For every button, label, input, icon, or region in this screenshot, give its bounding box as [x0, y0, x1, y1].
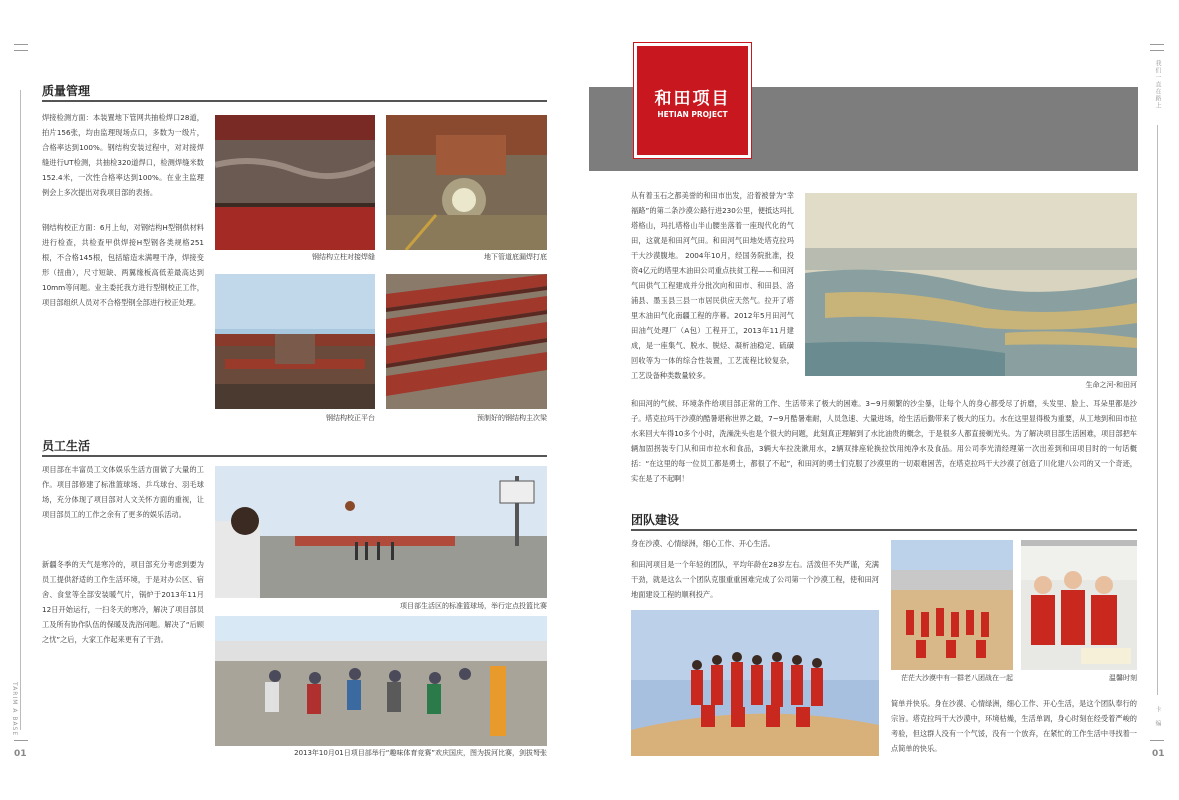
photo-caption: 2013年10月01日项目部举行“趣味体育竞赛”欢庆国庆，图为拔河比赛，剑拔弩张 [294, 749, 547, 757]
section-title-team: 团队建设 [631, 513, 680, 527]
photo-caption: 地下管道底漏焊打底 [484, 253, 547, 261]
photo-underground-pipe-weld [386, 115, 547, 250]
staff-paragraph-1: 项目部在丰富员工文体娱乐生活方面做了大量的工作。项目部修建了标准篮球场、乒乓球台、羽毛球场，充分体现了项目部对人文关怀方面的重视，让项目部员工的工作之余有了更多的娱乐活动。 [42, 465, 204, 519]
photo-tug-of-war [215, 616, 547, 746]
side-rule [20, 90, 21, 730]
quality-paragraph-2: 钢结构校正方面：6月上旬，对钢结构H型钢供材料进行检查，共检查甲供焊接H型钢各类规格251根，不合格145根，包括缩造未满哩干净，焊接变形（扭曲），尺寸短缺、两翼缘板高低差最高达到10mm等问题。业主委托我方进行型钢校正工作，项目部组织人员对不合格型钢全部进行校正处理。 [42, 223, 204, 307]
intro-paragraph: 从有着玉石之都美誉的和田市出发，沿着被誉为“幸福路”的第二条沙漠公路行进230公里，便抵达玛扎塔格山，玛扎塔格山半山腰坐落着一座现代化的气田，这就是和田河气田。和田河气田地处塔克拉玛干大沙漠腹地。 2004年10月，经国务院批准，投资4亿元的塔里木油田公司重点扶贫工程——和田河气田供气工程建成并分批次向和田市、和田县、洛浦县、墨玉县三县一市居民供应天然气。拉开了塔里木油田气化南疆工程的序幕。2012年5月田河气田油气处理厂（A包）工程开工，2013年11月建成，是一座集气、脱水、脱烃、凝析油稳定、硫磺回收等为一体的综合性装置，工艺流程比较复杂，工艺设备种类数量较多。 [631, 191, 794, 380]
quality-paragraph-1: 焊接检测方面：本装置地下管网共抽检焊口28道，拍片156张，均由监理现场点口，多数为一级片，合格率达到100%。钢结构安装过程中，对对接焊缝进行UT检测，共抽检320道焊口，检测焊缝米数152.4米，一次性合格率达到100%。在业主监理例会上多次提出对我项目部的表扬。 [42, 113, 204, 197]
staff-paragraph-2: 新疆冬季的天气是寒冷的，项目部充分考虑到要为员工提供舒适的工作生活环境，于是对办公区、宿舍、食堂等全部安装暖气片，锅炉于2013年11月12日开始运行，一扫冬天的寒冷，解决了项目部员工及所有协作队伍的保暖及洗浴问题。解决了“后顾之忧”之后，大家工作起来更有了干劲。 [42, 560, 204, 644]
photo-steel-correction-platform [215, 274, 375, 409]
page-marker [1150, 740, 1164, 741]
photo-caption: 钢结构校正平台 [326, 414, 375, 422]
page-marker [1150, 44, 1164, 45]
photo-prefab-steel-beams [386, 274, 547, 409]
page-number: 01 [14, 749, 27, 759]
intro-paragraph-2: 和田河的气候、环境条件给项目部正常的工作、生活带来了极大的困难。3~9月频繁的沙尘暴，让每个人的身心都受尽了折磨，头发里、脸上、耳朵里都是沙子。塔克拉玛干沙漠的酷暑堪称世界之最，7~9月酷暑难耐，人员急速、大量进场，给生活后勤带来了极大的压力。水在这里显得极为重要，从工地到和田市拉水来回大车得10多个小时，洗澡洗头也是个很大的问题，此刻真正理解到了水比油贵的概念，于是很多人都直接剃光头。为了解决项目部生活困难，项目部把车辆加固拐装专门从和田市拉水和食品，3辆大车拉洗漱用水，2辆双排座轮换拉饮用纯净水及食品。用公司李光清经理第一次出差到和田项目时的一句话概括：“在这里的每一位员工都是勇士，都很了不起”，和田河的勇士们克服了沙漠里的一切艰难困苦，在塔克拉玛干大沙漠了创造了川化建八公司的又一个奇迹，实在是了不起啊！ [631, 399, 1137, 483]
project-badge [634, 43, 751, 158]
section-rule [42, 455, 547, 457]
side-label-3: 编 [1154, 720, 1161, 727]
side-label: TARIM A BASE [11, 682, 18, 737]
project-title: 和田项目 [654, 89, 731, 109]
side-label-2: 卡 [1154, 706, 1161, 713]
photo-basketball-court [215, 466, 547, 598]
section-rule [631, 529, 1137, 531]
photo-caption: 茫茫大沙漠中有一群老八团战在一起 [901, 674, 1013, 682]
page-marker [1150, 50, 1164, 51]
photo-steel-column-weld [215, 115, 375, 250]
page-marker [14, 740, 28, 741]
side-label: 我们一直在路上 [1154, 60, 1161, 109]
page-marker [14, 50, 28, 51]
photo-caption: 预制好的钢结构主次梁 [477, 414, 547, 422]
photo-hetian-river [805, 193, 1137, 376]
page-marker [14, 44, 28, 45]
photo-caption: 生命之河-和田河 [1085, 381, 1137, 389]
section-title-staff: 员工生活 [42, 439, 91, 453]
photo-caption: 钢结构立柱对接焊缝 [312, 253, 375, 261]
team-paragraph-2: 简单并快乐。身在沙漠、心情绿洲，细心工作、开心生活，是这个团队奉行的宗旨。塔克拉玛干大沙漠中，环境枯燥，生活单调，身心时刻在经受着严峻的考验，但这群人没有一个气馁，没有一个放弃，在紧忙的工作生活中寻找着一点简单的快乐。 [891, 699, 1137, 753]
page-number: 01 [1152, 749, 1165, 759]
team-line: 身在沙漠、心情绿洲，细心工作、开心生活。 [631, 539, 775, 548]
photo-warm-moment [1021, 540, 1137, 670]
photo-team-in-desert [631, 610, 879, 756]
photo-caption: 项目部生活区的标准篮球场，举行定点投篮比赛 [400, 602, 547, 610]
section-title-quality: 质量管理 [42, 84, 91, 98]
section-rule [42, 100, 547, 102]
team-paragraph-1: 和田河项目是一个年轻的团队，平均年龄在28岁左右。活泼但不失严谨，充满干劲，就是这么一个团队克服重重困难完成了公司第一个沙漠工程，使和田河地面建设工程的顺利投产。 [631, 560, 879, 599]
photo-caption: 温馨时刻 [1109, 674, 1137, 682]
side-rule [1157, 125, 1158, 695]
photo-team-campsite [891, 540, 1013, 670]
project-subtitle: HETIAN PROJECT [657, 110, 728, 119]
